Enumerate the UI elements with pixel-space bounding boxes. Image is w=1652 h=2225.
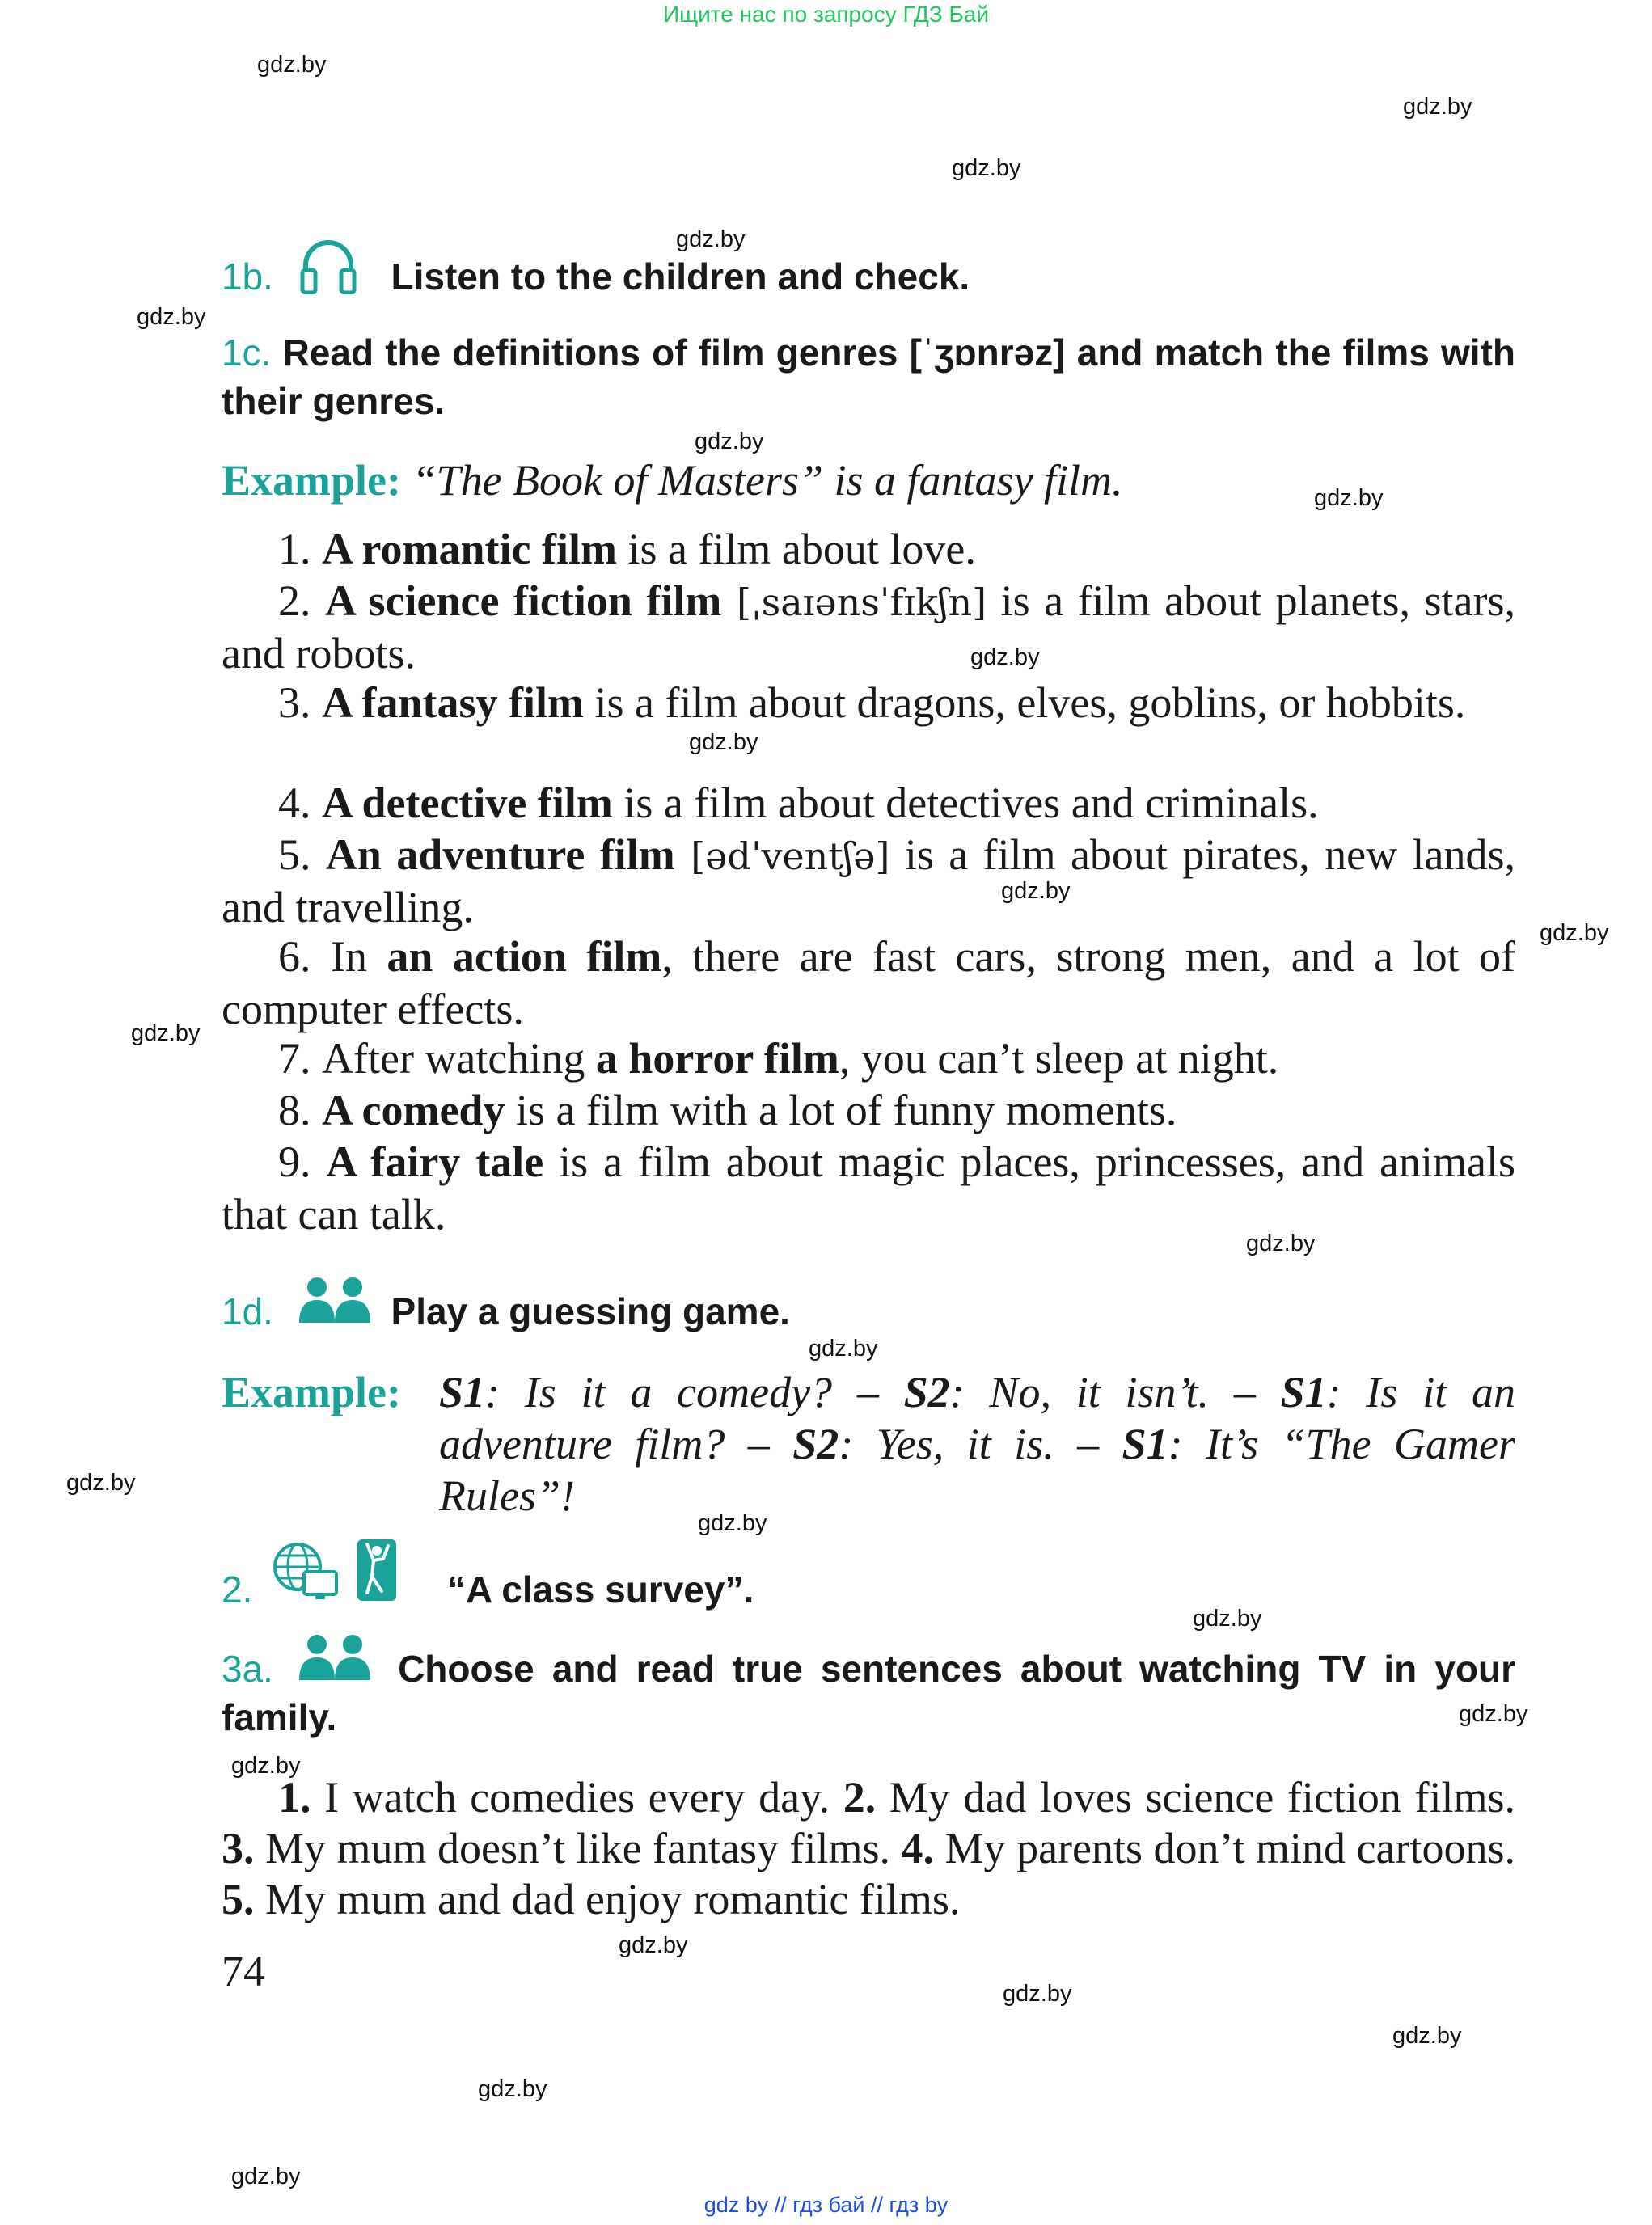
task-instruction: “A class survey”. [446, 1568, 754, 1611]
example-dialogue: S1: Is it a comedy? – S2: No, it isn’t. – S1: Is it an adventure film? – S2: Yes, it is. – S1: It’s “The Gamer Rules”! [439, 1368, 1515, 1520]
example-2 [222, 1366, 401, 1418]
person-stretch-icon [356, 1538, 398, 1602]
example-text: “The Book of Masters” is a fantasy film. [412, 456, 1123, 505]
watermark: gdz.by [478, 2076, 547, 2102]
watermark: gdz.by [257, 52, 327, 78]
task-instruction: Read the definitions of film genres [ˈʒɒnrəz] and match the films with their genres. [222, 331, 1516, 422]
example-label: Example: [222, 456, 401, 505]
example-1 [222, 454, 1123, 506]
watermark: gdz.by [1246, 1231, 1316, 1256]
watermark: gdz.by [131, 1020, 201, 1046]
definition-item: 5. An adventure film [ədˈventʃə] is a film about pirates, new lands, and travelling. [222, 830, 1515, 931]
watermark: gdz.by [809, 1336, 878, 1362]
task-number: 2. [222, 1568, 253, 1611]
headphones-icon [298, 238, 359, 294]
watermark: gdz.by [137, 304, 206, 330]
watermark: gdz.by [1001, 878, 1071, 904]
definition-item: 7. After watching a horror film, you can’t sleep at night. [278, 1034, 1279, 1083]
watermark: gdz.by [695, 429, 764, 454]
pair-work-icon [298, 1276, 374, 1326]
definition-item: 4. A detective film is a film about detectives and criminals. [278, 779, 1319, 827]
watermark: gdz.by [1403, 94, 1472, 120]
definition-item: 2. A science fiction film [ˌsaɪənsˈfɪkʃn] is a film about planets, stars, and robots. [222, 576, 1516, 678]
watermark: gdz.by [970, 644, 1040, 670]
globe-computer-icon [272, 1541, 340, 1602]
example-label: Example: [222, 1368, 401, 1416]
watermark: gdz.by [1003, 1981, 1072, 2007]
watermark: gdz.by [1314, 485, 1384, 511]
top-banner[interactable]: Ищите нас по запросу ГДЗ Бай [662, 2, 990, 27]
pair-work-icon [298, 1633, 374, 1683]
definition-item: 9. A fairy tale is a film about magic places, princesses, and animals that can talk. [222, 1138, 1516, 1239]
definition-item: 8. A comedy is a film with a lot of funny moments. [278, 1086, 1177, 1134]
definition-item: 6. In an action film, there are fast cars, strong men, and a lot of computer effects. [222, 932, 1516, 1033]
definition-item: 1. A romantic film is a film about love. [278, 525, 976, 573]
watermark: gdz.by [952, 155, 1021, 181]
watermark: gdz.by [698, 1510, 767, 1536]
watermark: gdz.by [231, 2164, 301, 2189]
watermark: gdz.by [1193, 1606, 1262, 1632]
definition-item: 3. A fantasy film is a film about dragons, elves, goblins, or hobbits. [278, 678, 1466, 727]
watermark: gdz.by [676, 226, 746, 252]
watermark: gdz.by [66, 1470, 136, 1496]
task-3a [222, 1644, 1515, 1742]
watermark: gdz.by [1540, 920, 1609, 946]
task-instruction: Choose and read true sentences about watching TV in your family. [222, 1648, 1516, 1738]
page-number: 74 [222, 1947, 265, 1995]
watermark: gdz.by [619, 1932, 688, 1958]
watermark: gdz.by [1459, 1701, 1528, 1727]
watermark: gdz.by [1392, 2023, 1462, 2049]
sentences-paragraph: 1. I watch comedies every day. 2. My dad loves science fiction films. 3. My mum doesn’t like fantasy films. 4. My parents don’t mind cartoons. 5. My mum and dad enjoy romantic films. [222, 1773, 1515, 1923]
task-number: 1c. [222, 331, 272, 374]
watermark: gdz.by [689, 729, 758, 755]
task-number: 1d. [222, 1290, 273, 1332]
task-instruction: Play a guessing game. [391, 1290, 790, 1332]
watermark: gdz.by [231, 1753, 301, 1779]
task-number: 3a. [222, 1648, 273, 1690]
footer-links[interactable]: gdz by // гдз бай // гдз by [703, 2193, 949, 2217]
task-instruction: Listen to the children and check. [391, 255, 970, 298]
task-1c [222, 328, 1515, 425]
task-number: 1b. [222, 255, 273, 298]
